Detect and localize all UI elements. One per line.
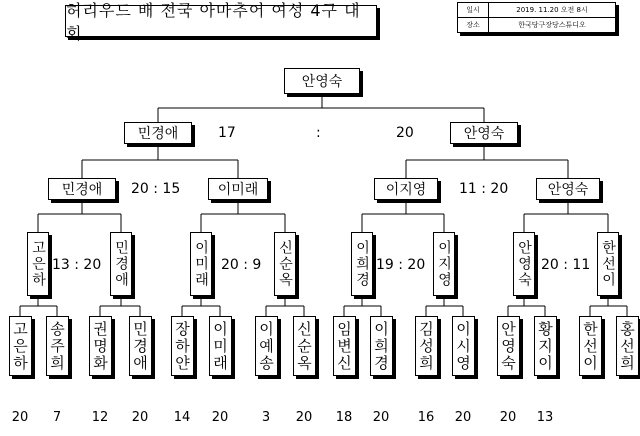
player-11: 김성희 bbox=[415, 316, 438, 376]
quarter-2-right: 신순옥 bbox=[274, 232, 296, 296]
semi-2-right: 안영숙 bbox=[536, 178, 600, 200]
player-1: 고은하 bbox=[9, 316, 32, 376]
player-7: 이예송 bbox=[255, 316, 278, 376]
player-12: 이시영 bbox=[452, 316, 475, 376]
date-label: 일시 bbox=[458, 3, 489, 18]
semi-2-left: 이지영 bbox=[374, 178, 438, 200]
player-5: 장하얀 bbox=[171, 316, 194, 376]
quarter-3-score: 19 : 20 bbox=[376, 257, 426, 273]
place-value: 한국당구장당스튜디오 bbox=[489, 18, 616, 33]
date-value: 2019. 11.20 오전 8시 bbox=[489, 3, 616, 18]
player-10: 이희경 bbox=[370, 316, 393, 376]
quarter-4-right: 한선이 bbox=[597, 232, 619, 296]
player-2: 송주희 bbox=[46, 316, 69, 376]
quarter-4-left: 안영숙 bbox=[513, 232, 535, 296]
place-label: 장소 bbox=[458, 18, 489, 33]
player-3: 권명화 bbox=[89, 316, 112, 376]
finalist-right: 안영숙 bbox=[450, 122, 518, 144]
semi-1-left: 민경애 bbox=[48, 178, 116, 200]
player-13-score: 20 bbox=[499, 410, 517, 425]
player-16: 홍선희 bbox=[616, 316, 639, 376]
semi-2-score: 11 : 20 bbox=[459, 181, 509, 197]
final-score-separator: : bbox=[316, 125, 321, 141]
player-13: 안영숙 bbox=[497, 316, 520, 376]
semi-1-right: 이미래 bbox=[208, 178, 268, 200]
player-7-score: 3 bbox=[261, 410, 271, 425]
final-score-right: 20 bbox=[396, 125, 414, 141]
quarter-3-right: 이지영 bbox=[433, 232, 455, 296]
quarter-1-left: 고은하 bbox=[27, 232, 49, 296]
player-1-score: 20 bbox=[11, 410, 29, 425]
player-11-score: 16 bbox=[417, 410, 435, 425]
player-8: 신순옥 bbox=[293, 316, 316, 376]
quarter-4-score: 20 : 11 bbox=[541, 257, 591, 273]
player-5-score: 14 bbox=[173, 410, 191, 425]
quarter-1-score: 13 : 20 bbox=[52, 257, 102, 273]
player-15: 한선이 bbox=[579, 316, 602, 376]
event-info-table bbox=[457, 2, 616, 33]
semi-1-score: 20 : 15 bbox=[131, 181, 181, 197]
quarter-1-right: 민경애 bbox=[110, 232, 132, 296]
quarter-3-left: 이희경 bbox=[351, 232, 373, 296]
player-4-score: 20 bbox=[131, 410, 149, 425]
quarter-2-score: 20 : 9 bbox=[221, 257, 262, 273]
player-8-score: 20 bbox=[295, 410, 313, 425]
player-9-score: 18 bbox=[335, 410, 353, 425]
page-title: 허리우드 배 전국 아마추어 여성 4구 대회 bbox=[65, 5, 377, 37]
champion-box: 안영숙 bbox=[284, 68, 360, 94]
player-6-score: 20 bbox=[211, 410, 229, 425]
player-10-score: 20 bbox=[372, 410, 390, 425]
finalist-left: 민경애 bbox=[124, 122, 192, 144]
player-14-score: 13 bbox=[536, 410, 554, 425]
player-2-score: 7 bbox=[52, 410, 62, 425]
player-9: 임변신 bbox=[333, 316, 356, 376]
player-4: 민경애 bbox=[129, 316, 152, 376]
player-12-score: 20 bbox=[454, 410, 472, 425]
quarter-2-left: 이미래 bbox=[190, 232, 212, 296]
player-14: 황지이 bbox=[534, 316, 557, 376]
final-score-left: 17 bbox=[218, 125, 236, 141]
player-3-score: 12 bbox=[91, 410, 109, 425]
player-6: 이미래 bbox=[209, 316, 232, 376]
